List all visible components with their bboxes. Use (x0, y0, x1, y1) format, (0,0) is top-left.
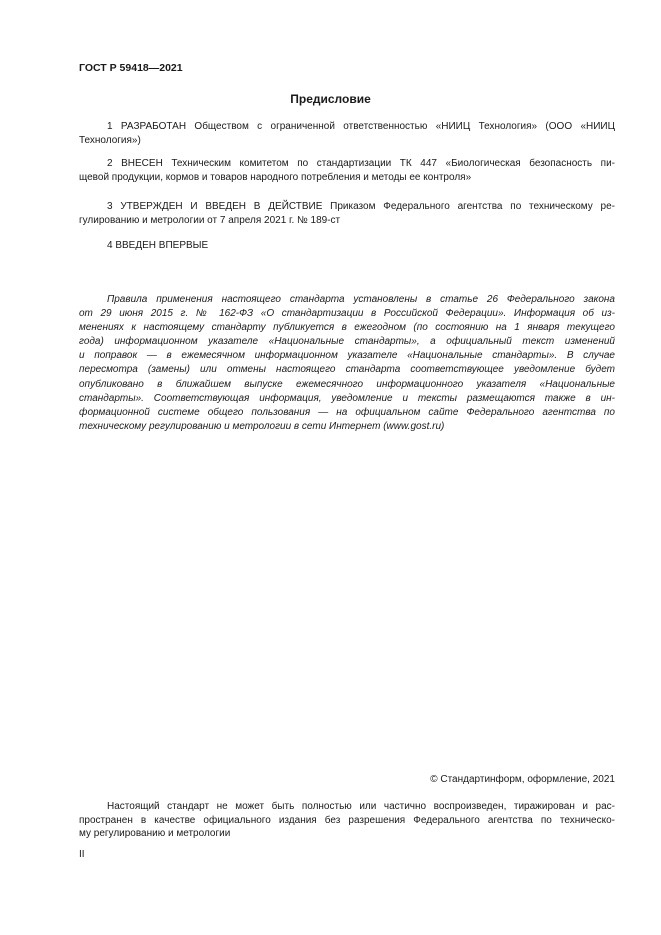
page-title: Предисловие (290, 92, 371, 106)
preface-item-4-line-1: 4 ВВЕДЕН ВПЕРВЫЕ (107, 240, 209, 251)
preface-item-4 (79, 239, 615, 253)
reproduction-notice-line-2: пространен в качестве официального издания без разрешения Федерального агентства по техническо- (79, 814, 615, 826)
rules-note-line-3: менениях к настоящему стандарту публикуется в ежегодном (по состоянию на 1 января текущего (79, 322, 615, 334)
preface-item-2 (79, 157, 615, 184)
rules-note-line-5: и поправок — в ежемесячном информационном указателе «Национальные стандарты». В случае (79, 350, 615, 362)
rules-note-line-2: от 29 июня 2015 г. № 162-ФЗ «О стандартизации в Российской Федерации». Информация об из- (79, 308, 615, 320)
rules-note-line-10: техническому регулированию и метрологии в сети Интернет (www.gost.ru) (79, 420, 445, 432)
rules-note (79, 293, 615, 434)
reproduction-notice-line-3: му регулированию и метрологии (79, 828, 231, 839)
rules-note-line-6: пересмотра (замены) или отмены настоящего стандарта соответствующее уведомление будет (79, 364, 615, 376)
preface-item-2-line-1: 2 ВНЕСЕН Техническим комитетом по стандартизации ТК 447 «Биологическая безопасность пи- (107, 158, 615, 169)
preface-item-3-line-1: 3 УТВЕРЖДЕН И ВВЕДЕН В ДЕЙСТВИЕ Приказом Федерального агентства по техническому ре- (107, 201, 615, 212)
preface-item-3-line-2: гулированию и метрологии от 7 апреля 2021 г. № 189-ст (79, 214, 341, 226)
page-number: II (79, 849, 85, 860)
preface-item-1 (79, 120, 615, 147)
rules-note-line-1: Правила применения настоящего стандарта установлены в статье 26 Федерального закона (107, 294, 615, 305)
rules-note-line-7: опубликовано в ближайшем выпуске ежемесячного информационного указателя «Национальные (79, 378, 615, 390)
standard-number: ГОСТ Р 59418—2021 (79, 62, 183, 74)
preface-item-2-line-2: щевой продукции, кормов и товаров народного потребления и методы ее контроля» (79, 171, 472, 183)
reproduction-notice (79, 800, 615, 841)
rules-note-line-4: года) информационном указателе «Национальные стандарты», а официальный текст изменений (79, 336, 615, 348)
reproduction-notice-line-1: Настоящий стандарт не может быть полностью или частично воспроизведен, тиражирован и рас- (107, 801, 615, 812)
preface-item-1-line-1: 1 РАЗРАБОТАН Обществом с ограниченной ответственностью «НИИЦ Технология» (ООО «НИИЦ (107, 121, 615, 132)
preface-item-3 (79, 200, 615, 227)
copyright-notice: © Стандартинформ, оформление, 2021 (430, 774, 615, 785)
preface-item-1-line-2: Технология») (79, 134, 141, 146)
rules-note-line-8: стандарты». Соответствующая информация, уведомление и тексты размещаются также в ин- (79, 392, 615, 404)
rules-note-line-9: формационной системе общего пользования — на официальном сайте Федерального агентства по (79, 406, 615, 418)
